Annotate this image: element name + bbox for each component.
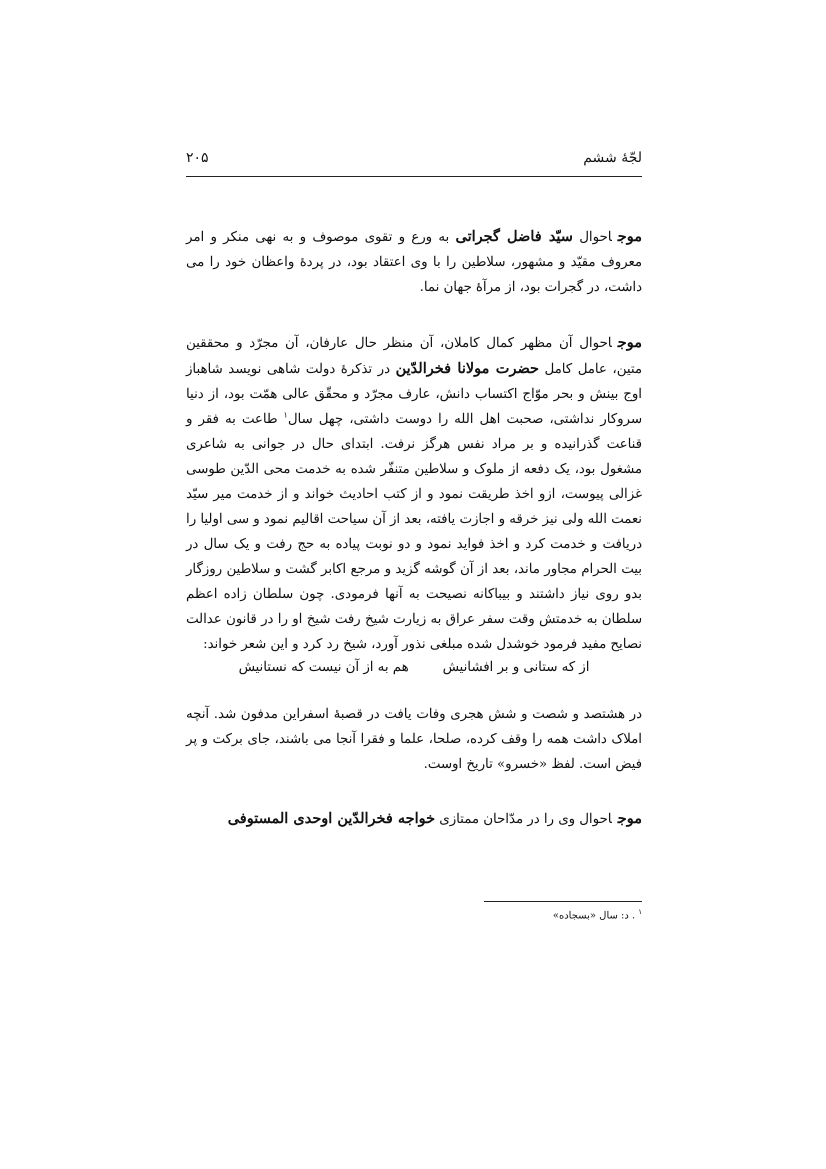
entry-text: احوال وی را در مدّاحان ممتازی [435,812,612,827]
header-rule [186,176,642,177]
footnote-mark: ۱ [638,908,642,916]
paragraph-gap [186,680,642,702]
mawj-marker: موج [617,810,642,827]
mawj-marker: موج [617,334,642,351]
footnote-rule [484,901,642,902]
entry-sayyid-fazil [186,224,642,300]
entry-text: به ورع و تقوی موصوف و به نهی منکر و امر معروف مقیّد و مشهور، سلاطین را با وی اعتقاد بود، در پردهٔ واعظان خود را می داشت، در گجرات بود، از مرآهٔ جهان نما. [186,230,642,295]
entry-name: سیّد فاضل گجراتی [455,228,573,245]
poem-hemistich-1: از که ستانی و بر افشانیش [442,660,590,675]
entry-text: در تذکرهٔ دولت شاهی نویسد شاهباز اوج بینش و بحر موّاج اکتساب دانش، عارف مجرّد و محقّق عالی همّت بود، از دنیا سروکار نداشتی، صحبت اهل الله را دوست داشتی، چهل سال [186,362,643,427]
poem-verse [186,655,642,680]
entry-text: احوال [572,230,612,245]
entry-awhadi [186,806,642,832]
footnote-text: . د: سال «بسجاده» [552,910,636,922]
main-text [186,224,642,832]
entry-text: در هشتصد و شصت و شش هجری وفات یافت در قصبهٔ اسفراین مدفون شد. آنچه املاک داشت همه را وقف کرده، صلحا، علما و فقرا آنجا می باشند، جای برکت و پر فیض است. لفظ «خسرو» تاریخ اوست. [186,707,642,772]
mawj-marker: موج [617,228,642,245]
poem-hemistich-2: هم به از آن نیست که نستانیش [238,660,409,675]
entry-fakhruddin-continued [186,702,642,777]
paragraph-gap [186,777,642,806]
entry-fakhruddin [186,330,642,657]
entry-name: حضرت مولانا فخرالدّین [395,360,539,377]
page-number: ۲۰۵ [186,150,209,166]
entry-text: احوال آن مظهر کمال کاملان، آن منظر حال عارفان، آن مجرّد و محققین متین، عامل کامل [186,336,642,377]
footnote-reference: ۱ [283,410,288,420]
entry-name: خواجه فخرالدّین اوحدی المستوفی [227,810,436,827]
paragraph-gap [186,300,642,330]
chapter-title: لجّهٔ ششم [583,150,642,166]
footnote [400,905,642,923]
running-head [186,150,642,174]
entry-text: طاعت به فقر و قناعت گذرانیده و بر مراد نفس هرگز نرفت. ابتدای حال در جوانی به شاعری مشغول بود، یک دفعه از ملوک و سلاطین متنفّر شده به خدمت محی الدّین طوسی غزالی پیوست، ازو اخذ طریقت نمود و از کتب احادیث خواند و از خدمت میر سیّد نعمت الله ولی نیز خرقه و اجازت یافته، بعد از آن سیاحت اقالیم نمود و سی اولیا را دریافت و خدمت کرد و اخذ فواید نمود و دو نوبت پیاده به حج رفت و یک سال در بیت الحرام مجاور ماند، بعد از آن گوشه گزید و مرجع اکابر گشت و سلاطین روزگار بدو روی نیاز داشتند و بیباکانه نصیحت به آنها فرمودی. چون سلطان زاده اعظم سلطان به خدمتش وقت سفر عراق به زیارت شیخ رفت شیخ او را در قانون عدالت نصایح مفید فرمود خوشدل شده مبلغی نذور آورد، شیخ رد کرد و این شعر خواند: [186,412,642,652]
